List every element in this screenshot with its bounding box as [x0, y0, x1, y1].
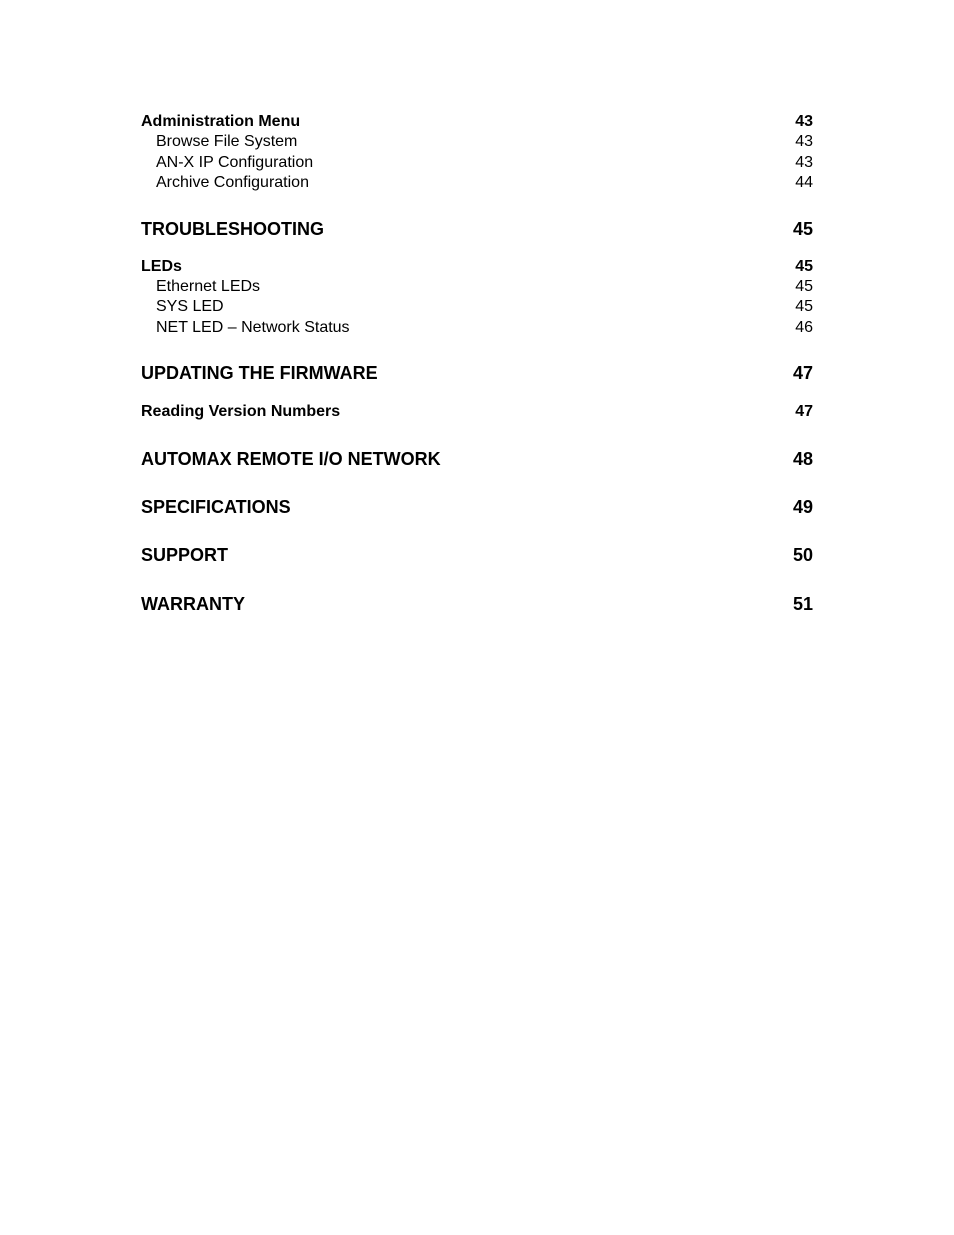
toc-entry-title: UPDATING THE FIRMWARE [141, 363, 378, 383]
toc-entry-page: 49 [792, 497, 813, 517]
toc-entry-title: SPECIFICATIONS [141, 497, 291, 517]
toc-entry-title: AN-X IP Configuration [156, 153, 314, 171]
toc-entry-title: WARRANTY [141, 594, 245, 614]
toc-entry-title: Ethernet LEDs [156, 277, 261, 295]
toc-entry-title: Administration Menu [141, 113, 301, 130]
toc-entry-page: 47 [795, 403, 813, 420]
toc-entry-title: TROUBLESHOOTING [141, 218, 324, 239]
toc-entry-page: 50 [792, 545, 813, 565]
toc-entry-title: NET LED – Network Status [156, 318, 350, 336]
toc-entry-anx-ip-configuration[interactable] [141, 153, 813, 174]
toc-entry-page: 46 [795, 318, 813, 336]
toc-entry-page: 44 [795, 174, 813, 191]
toc-entry-title: Browse File System [156, 133, 298, 150]
toc-entry-archive-configuration[interactable] [141, 173, 813, 194]
toc-entry-page: 45 [792, 218, 813, 239]
toc-entry-page: 47 [792, 363, 813, 383]
toc-entry-page: 48 [792, 449, 813, 469]
toc-entry-page: 43 [795, 113, 813, 130]
toc-entry-title: SUPPORT [141, 545, 229, 565]
toc-entry-leds[interactable] [141, 257, 813, 277]
table-of-contents [141, 112, 813, 615]
toc-entry-title: SYS LED [156, 298, 224, 315]
toc-entry-ethernet-leds[interactable] [141, 277, 813, 298]
toc-entry-warranty[interactable] [141, 593, 813, 615]
toc-entry-title: AUTOMAX REMOTE I/O NETWORK [141, 449, 441, 469]
toc-entry-specifications[interactable] [141, 496, 813, 518]
toc-entry-administration-menu[interactable] [141, 112, 813, 132]
toc-entry-page: 51 [792, 594, 813, 614]
toc-entry-page: 43 [795, 153, 813, 171]
toc-entry-page: 45 [795, 298, 813, 315]
toc-entry-title: Archive Configuration [156, 174, 309, 191]
toc-entry-automax[interactable] [141, 448, 813, 470]
toc-entry-page: 45 [795, 257, 813, 275]
toc-entry-page: 43 [795, 133, 813, 150]
toc-entry-net-led[interactable] [141, 318, 813, 339]
toc-entry-title: LEDs [141, 257, 182, 275]
toc-entry-reading-version-numbers[interactable] [141, 402, 813, 422]
toc-entry-browse-file-system[interactable] [141, 132, 813, 153]
toc-entry-troubleshooting[interactable] [141, 218, 813, 240]
toc-entry-sys-led[interactable] [141, 297, 813, 318]
toc-entry-support[interactable] [141, 544, 813, 566]
toc-entry-page: 45 [795, 277, 813, 295]
toc-entry-updating-firmware[interactable] [141, 362, 813, 384]
toc-entry-title: Reading Version Numbers [141, 403, 341, 420]
